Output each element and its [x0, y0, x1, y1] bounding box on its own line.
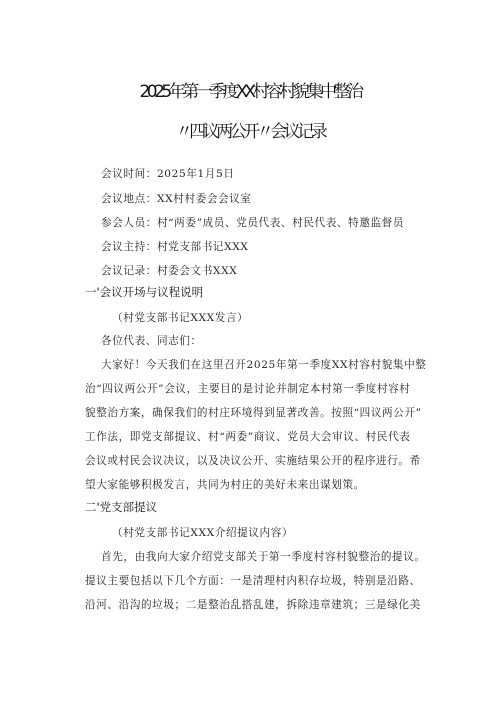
paragraph-line: 工作法，即党支部提议、村“两委”商议、党员大会审议、村民代表: [85, 431, 411, 443]
meeting-place: 会议地点：XX村村委会会议室: [101, 193, 252, 205]
paragraph-line: 大家好！今天我们在这里召开2025年第一季度XX村容村貌集中整: [101, 359, 427, 371]
paragraph-line: 提议主要包括以下几个方面：一是清理村内积存垃圾，特别是沿路、: [85, 575, 421, 587]
meeting-recorder: 会议记录：村委会文书XXX: [101, 265, 238, 277]
paragraph-line: 会议或村民会议决议，以及决议公开、实施结果公开的程序进行。希: [85, 455, 421, 467]
section1-note: （村党支部书记XXX发言）: [112, 312, 249, 324]
paragraph-line: 貌整治方案，确保我们的村庄环境得到显著改善。按照“四议两公开”: [85, 407, 422, 419]
meeting-attendees: 参会人员：村“两委”成员、党员代表、村民代表、特邀监督员: [101, 217, 405, 229]
paragraph-line: 望大家能够积极发言，共同为村庄的美好未来出谋划策。: [85, 479, 365, 491]
section1-heading: 一'会议开场与议程说明: [85, 285, 204, 299]
document-title-line2: 〃四议两公开〃会议记录: [175, 122, 325, 142]
paragraph-line: 首先，由我向大家介绍党支部关于第一季度村容村貌整治的提议。: [101, 551, 426, 563]
paragraph-line: 治“四议两公开”会议，主要目的是讨论并制定本村第一季度村容村: [85, 383, 411, 395]
meeting-host: 会议主持：村党支部书记XXX: [101, 241, 249, 253]
section2-heading: 二'党支部提议: [85, 500, 158, 514]
paragraph-line: 沿河、沿沟的垃圾；二是整治乱搭乱建，拆除违章建筑；三是绿化美: [85, 599, 421, 611]
document-title-line1: 2025年第一季度XX村容村貌集中整治: [139, 82, 361, 102]
meeting-time: 会议时间：2025年1月5日: [101, 168, 235, 180]
section2-note: （村党支部书记XXX介绍提议内容）: [112, 527, 294, 539]
section1-greeting: 各位代表、同志们：: [101, 335, 202, 347]
